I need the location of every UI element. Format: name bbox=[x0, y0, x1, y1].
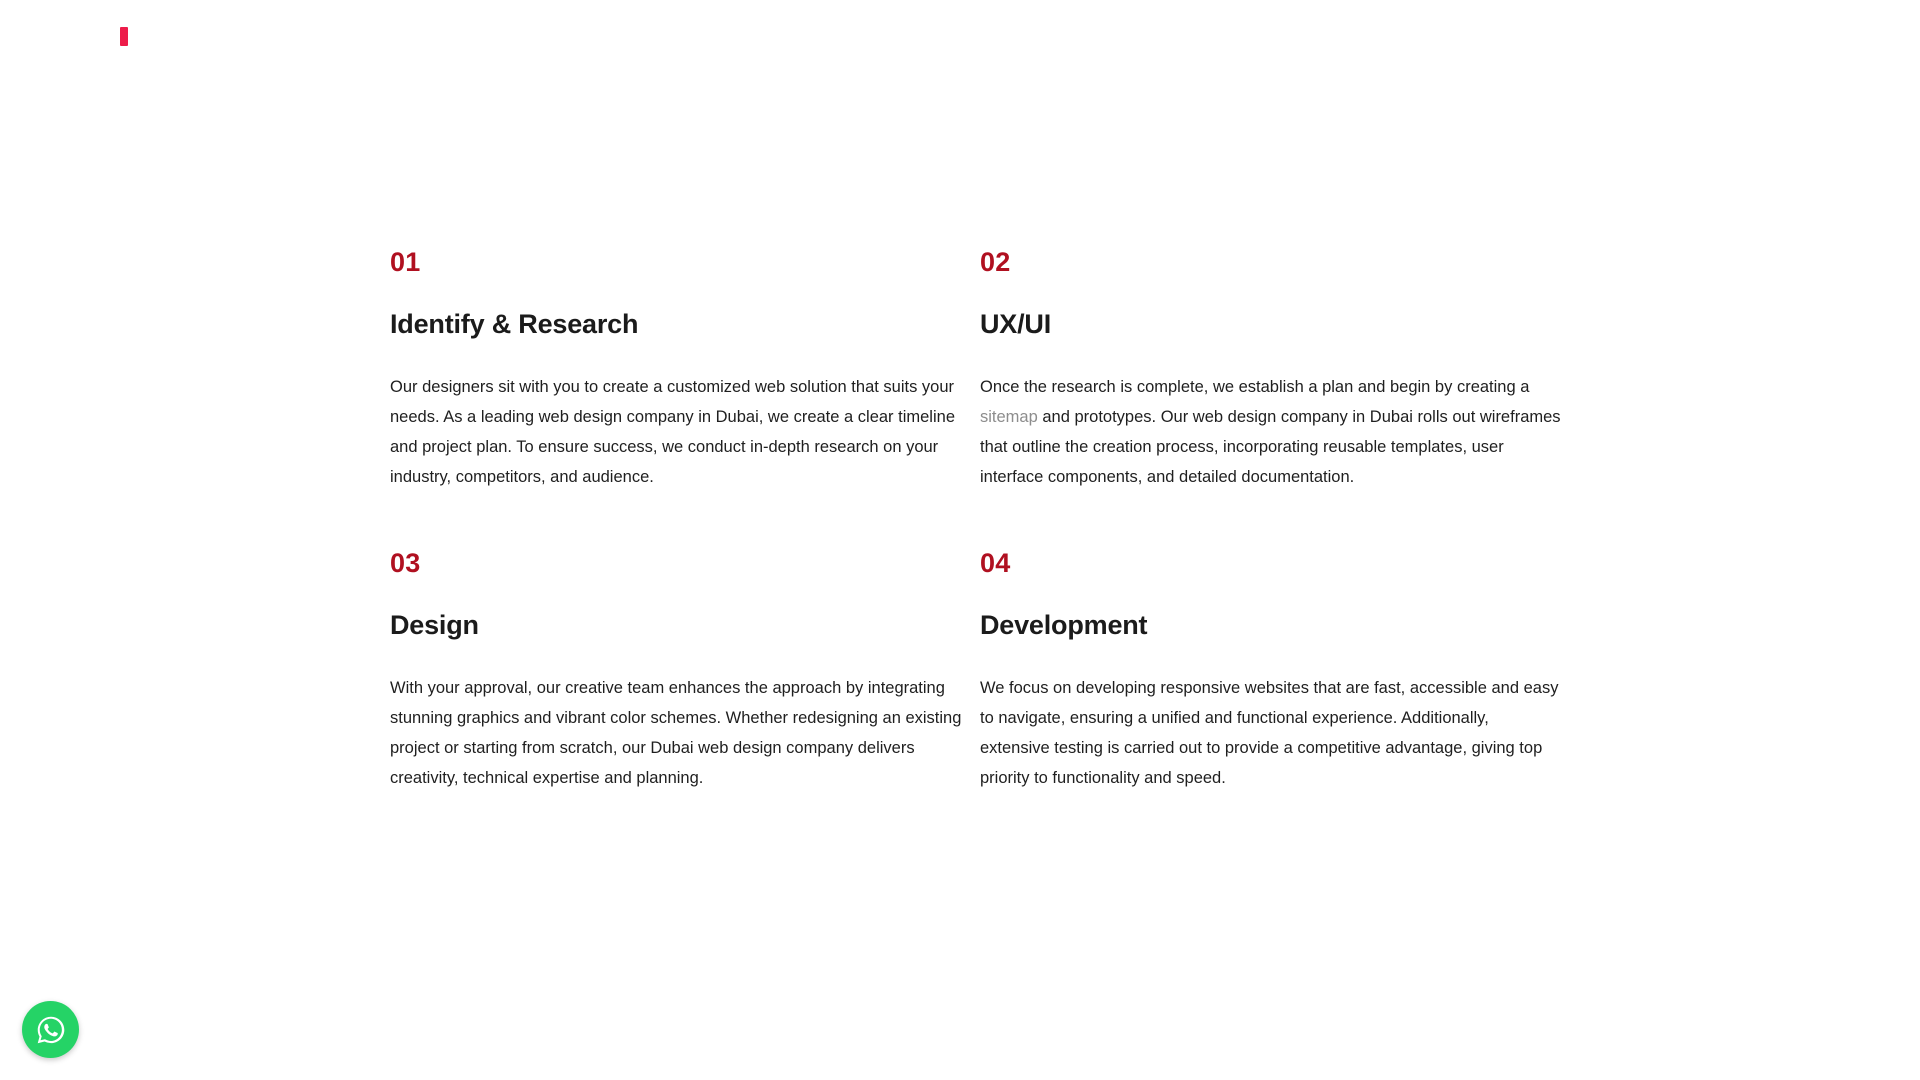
card-number: 02 bbox=[980, 247, 1011, 277]
whatsapp-chat-button[interactable] bbox=[22, 1001, 79, 1058]
whatsapp-icon bbox=[34, 1013, 68, 1047]
card-body-text: Our designers sit with you to create a customized web solution that suits your needs. As a leading web design company in Dubai, we create a clear timeline and project plan. To ensure success, we conduct in-depth research on your industry, competitors, and audience. bbox=[390, 378, 955, 487]
process-card-02 bbox=[980, 248, 1563, 492]
process-card-04 bbox=[980, 549, 1563, 793]
card-number: 03 bbox=[390, 548, 421, 579]
card-body-text: With your approval, our creative team enhances the approach by integrating stunning graphics and vibrant color schemes. Whether redesigning an existing project or starting from scratch, our Dubai web design company delivers creativity, technical expertise and planning. bbox=[390, 679, 962, 788]
process-card-01 bbox=[390, 248, 973, 492]
process-card-03 bbox=[390, 549, 973, 793]
card-title: Identify & Research bbox=[390, 308, 639, 339]
card-body bbox=[980, 673, 1563, 793]
card-body bbox=[390, 673, 973, 793]
card-body-text: We focus on developing responsive websites that are fast, accessible and easy to navigate, ensuring a unified and functional experience. Additionally, extensive testing is carried out to provide a competitive advantage, giving top priority to functionality and speed. bbox=[980, 679, 1559, 788]
card-number: 01 bbox=[390, 247, 421, 277]
card-title: UX/UI bbox=[980, 308, 1052, 339]
card-body bbox=[980, 372, 1563, 492]
card-body-text-before-link: Once the research is complete, we establish a plan and begin by creating a bbox=[980, 378, 1530, 397]
card-title: Design bbox=[390, 609, 479, 640]
card-body-text-after-link: and prototypes. Our web design company in Dubai rolls out wireframes that outline the creation process, incorporating reusable templates, user interface components, and detailed documentation. bbox=[980, 408, 1561, 487]
card-body bbox=[390, 372, 973, 492]
card-number: 04 bbox=[980, 548, 1011, 579]
card-title: Development bbox=[980, 609, 1148, 640]
process-grid bbox=[390, 248, 1580, 793]
sitemap-link[interactable]: sitemap bbox=[980, 408, 1038, 427]
